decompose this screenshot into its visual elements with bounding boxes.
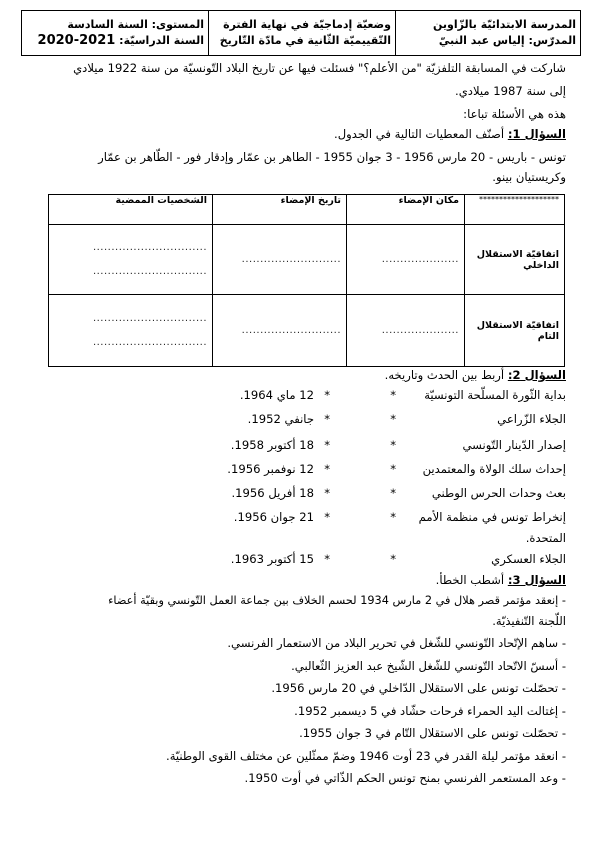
- match-date: 12 ماي 1964.: [239, 388, 314, 402]
- match-row[interactable]: [146, 552, 566, 574]
- table-row-internal-label: اتفاقيّة الاستقلال الداخلي: [465, 225, 565, 295]
- match-row[interactable]: [146, 438, 566, 460]
- table-cell-full-persons[interactable]: [49, 295, 213, 367]
- q1-label: السؤال 1:: [507, 127, 566, 141]
- year-value: 2021-2020: [37, 33, 116, 48]
- title-line2: التّقييميّة الثّانية في مادّة التّاريخ: [219, 34, 391, 47]
- star-left[interactable]: *: [390, 462, 396, 476]
- q3-heading: [436, 573, 566, 587]
- match-event: الجلاء الزّراعي: [497, 412, 566, 426]
- match-row[interactable]: [146, 388, 566, 410]
- statement-item[interactable]: - وعد المستعمر الفرنسي بمنح تونس الحكم الذّاتي في أوت 1950.: [244, 771, 566, 785]
- star-right[interactable]: *: [324, 388, 330, 402]
- match-row[interactable]: [146, 510, 566, 532]
- q1-text: أصنّف المعطيات التالية في الجدول.: [334, 127, 505, 141]
- table-cell-internal-place[interactable]: [347, 225, 465, 295]
- header-title-cell: [209, 11, 396, 56]
- statement-item-continuation: اللّجنة التّنفيذيّة.: [492, 614, 566, 628]
- star-left[interactable]: *: [390, 510, 396, 524]
- intro-line1: شاركت في المسابقة التلفزيّة "من الأعلم؟" فسئلت فيها عن تاريخ البلاد التّونسيّة من سنة 1922 ميلادي: [73, 61, 566, 75]
- table-cell-internal-date[interactable]: [213, 225, 347, 295]
- answer-dots: ...............................: [92, 312, 207, 324]
- statement-item[interactable]: - تحصّلت تونس على الاستقلال التّام في 3 جوان 1955.: [299, 726, 566, 740]
- answer-dots: ...............................: [92, 336, 207, 348]
- statement-item[interactable]: - تحصّلت تونس على الاستقلال الدّاخلي في 20 مارس 1956.: [271, 681, 566, 695]
- table-header-persons: الشخصيات الممضية: [49, 195, 213, 225]
- match-event: بداية الثّورة المسلّحة التونسيّة: [424, 388, 566, 402]
- q1-data-line1: تونس - باريس - 20 مارس 1956 - 3 جوان 1955 - الطاهر بن عمّار وإدقار فور - الطّاهر بن عمّار: [98, 150, 566, 164]
- star-right[interactable]: *: [324, 552, 330, 566]
- match-event: إحداث سلك الولاة والمعتمدين: [422, 462, 566, 476]
- answer-dots: ...........................: [241, 254, 341, 265]
- table-cell-full-date[interactable]: [213, 295, 347, 367]
- statement-item[interactable]: - أسسّ الاتّحاد التّونسي للشّغل الشّيخ عبد العزيز الثّعالبي.: [291, 659, 566, 673]
- statement-item[interactable]: - ساهم الإتّحاد التّونسي للشّغل في تحرير البلاد من الاستعمار الفرنسي.: [227, 636, 566, 650]
- star-right[interactable]: *: [324, 412, 330, 426]
- star-left[interactable]: *: [390, 438, 396, 452]
- school-name: المدرسة الابتدائيّة بالزّاوين: [433, 18, 576, 31]
- star-right[interactable]: *: [324, 438, 330, 452]
- answer-dots: .....................: [381, 254, 459, 265]
- title-line1: وضعيّة إدماجيّة في نهاية الفترة: [223, 18, 391, 31]
- match-date: 15 أكتوبر 1963.: [230, 552, 314, 566]
- match-row[interactable]: [146, 412, 566, 434]
- answer-dots: .....................: [381, 325, 459, 336]
- match-event: إصدار الدّينار التّونسي: [462, 438, 566, 452]
- answer-dots: ...........................: [241, 325, 341, 336]
- statement-item[interactable]: - إنعقد مؤتمر قصر هلال في 2 مارس 1934 لحسم الخلاف بين جماعة العمل التّونسي وبقيّة أعضاء: [108, 594, 566, 607]
- statement-item[interactable]: - انعقد مؤتمر ليلة القدر في 23 أوت 1946 وضمّ ممثّلين عن مختلف القوى الوطنيّة.: [166, 749, 566, 763]
- table-header-stars: ********************: [465, 195, 565, 225]
- star-right[interactable]: *: [324, 510, 330, 524]
- match-row[interactable]: [146, 462, 566, 484]
- star-left[interactable]: *: [390, 486, 396, 500]
- statement-item[interactable]: - إغتالت اليد الحمراء فرحات حشّاد في 5 ديسمبر 1952.: [294, 704, 566, 718]
- match-date: 12 نوفمبر 1956.: [227, 462, 314, 476]
- header-school-cell: [396, 11, 581, 56]
- table-header-date: تاريخ الإمضاء: [213, 195, 347, 225]
- q1-heading: [334, 127, 566, 141]
- match-date: 18 أكتوبر 1958.: [230, 438, 314, 452]
- q2-heading: [385, 368, 566, 382]
- q3-text: أشطب الخطأ.: [435, 573, 505, 587]
- match-date: جانفي 1952.: [247, 412, 314, 426]
- table-row-full-label: اتفاقيّة الاستقلال التام: [465, 295, 565, 367]
- classification-table: [48, 194, 565, 367]
- teacher-name: المدرّس: إلياس عبد النبيّ: [438, 34, 576, 47]
- q3-label: السؤال 3:: [507, 573, 566, 587]
- level-text: المستوى: السنة السادسة: [67, 18, 204, 31]
- match-date: 18 أفريل 1956.: [231, 486, 314, 500]
- star-left[interactable]: *: [390, 388, 396, 402]
- answer-dots: ...............................: [92, 265, 207, 277]
- star-right[interactable]: *: [324, 462, 330, 476]
- match-event: إنخراط تونس في منظمة الأمم: [418, 510, 566, 524]
- q2-label: السؤال 2:: [507, 368, 566, 382]
- year-label: السنة الدراسيّة:: [119, 34, 204, 47]
- match-row[interactable]: [146, 486, 566, 508]
- q1-data-line2: وكريستيان بينو.: [492, 170, 566, 184]
- table-cell-full-place[interactable]: [347, 295, 465, 367]
- star-right[interactable]: *: [324, 486, 330, 500]
- header-table: [21, 10, 581, 56]
- star-left[interactable]: *: [390, 552, 396, 566]
- q2-text: أربط بين الحدث وتاريخه.: [384, 368, 505, 382]
- intro-line3: هذه هي الأسئلة تباعا:: [463, 107, 566, 121]
- match-date: 21 جوان 1956.: [233, 510, 314, 524]
- match-event-continuation: المتحدة.: [525, 531, 566, 545]
- star-left[interactable]: *: [390, 412, 396, 426]
- intro-line2: إلى سنة 1987 ميلادي.: [455, 84, 566, 98]
- answer-dots: ...............................: [92, 241, 207, 253]
- table-cell-internal-persons[interactable]: [49, 225, 213, 295]
- header-level-cell: [22, 11, 209, 56]
- match-event: بعث وحدات الحرس الوطني: [431, 486, 566, 500]
- table-header-place: مكان الإمضاء: [347, 195, 465, 225]
- match-event: الجلاء العسكري: [491, 552, 566, 566]
